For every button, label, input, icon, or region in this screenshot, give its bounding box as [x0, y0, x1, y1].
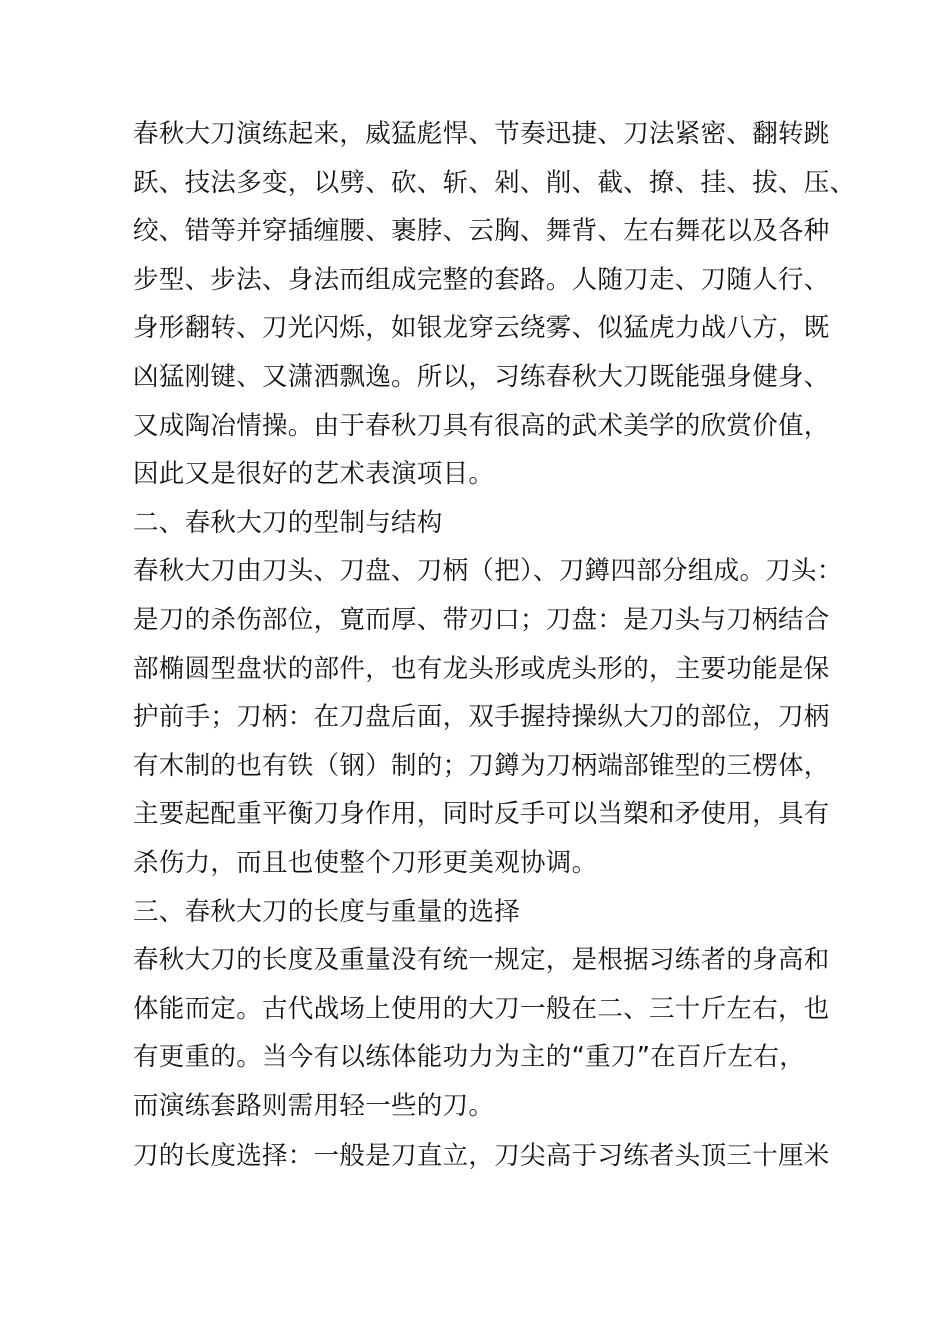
- text-line: 因此又是很好的艺术表演项目。: [133, 459, 495, 490]
- paragraph-intro: [133, 110, 856, 499]
- document-body: [133, 110, 856, 1181]
- text-line: 春秋大刀演练起来，威猛彪悍、节奏迅捷、刀法紧密、翻转跳: [133, 119, 830, 149]
- text-line: 护前手；刀柄：在刀盘后面，双手握持操纵大刀的部位，刀柄: [133, 702, 830, 733]
- text-line: 刀的长度选择：一般是刀直立，刀尖高于习练者头顶三十厘米: [133, 1141, 830, 1172]
- text-line: 跃、技法多变，以劈、砍、斩、剁、削、截、撩、挂、拔、压、: [133, 167, 856, 198]
- text-line: 步型、步法、身法而组成完整的套路。人随刀走、刀随人行、: [133, 264, 830, 295]
- text-line: 体能而定。古代战场上使用的大刀一般在二、三十斤左右，也: [133, 993, 830, 1024]
- text-line: 春秋大刀的长度及重量没有统一规定，是根据习练者的身高和: [133, 945, 830, 976]
- paragraph-structure: [133, 547, 843, 887]
- text-line: 春秋大刀由刀头、刀盘、刀柄（把）、刀鐏四部分组成。刀头：: [133, 556, 843, 587]
- text-line: 而演练套路则需用轻一些的刀。: [133, 1090, 495, 1121]
- text-line: 有木制的也有铁（钢）制的；刀鐏为刀柄端部锥型的三楞体，: [133, 750, 830, 781]
- text-line: 身形翻转、刀光闪烁，如银龙穿云绕雾、似猛虎力战八方，既: [133, 313, 830, 344]
- paragraph-length-selection: [133, 1132, 833, 1181]
- text-line: 是刀的杀伤部位，寛而厚、带刃口；刀盘：是刀头与刀柄结合: [133, 604, 830, 635]
- section-heading: 二、春秋大刀的型制与结构: [133, 507, 443, 538]
- text-line: 有更重的。当今有以练体能功力为主的“重刀”在百斤左右，: [133, 1042, 806, 1073]
- section-heading-3: [133, 888, 833, 937]
- text-line: 绞、错等并穿插缠腰、裹脖、云胸、舞背、左右舞花以及各种: [133, 216, 830, 247]
- text-line: 又成陶冶情操。由于春秋刀具有很高的武术美学的欣赏价值，: [133, 410, 830, 441]
- text-line: 主要起配重平衡刀身作用，同时反手可以当槊和矛使用，具有: [133, 799, 830, 830]
- paragraph-length-weight: [133, 936, 833, 1130]
- text-line: 杀伤力，而且也使整个刀形更美观协调。: [133, 847, 598, 878]
- section-heading-2: [133, 499, 833, 548]
- section-heading: 三、春秋大刀的长度与重量的选择: [133, 896, 521, 927]
- text-line: 部椭圆型盘状的部件，也有龙头形或虎头形的，主要功能是保: [133, 653, 830, 684]
- text-line: 凶猛刚键、又潇洒飘逸。所以，习练春秋大刀既能强身健身、: [133, 361, 830, 392]
